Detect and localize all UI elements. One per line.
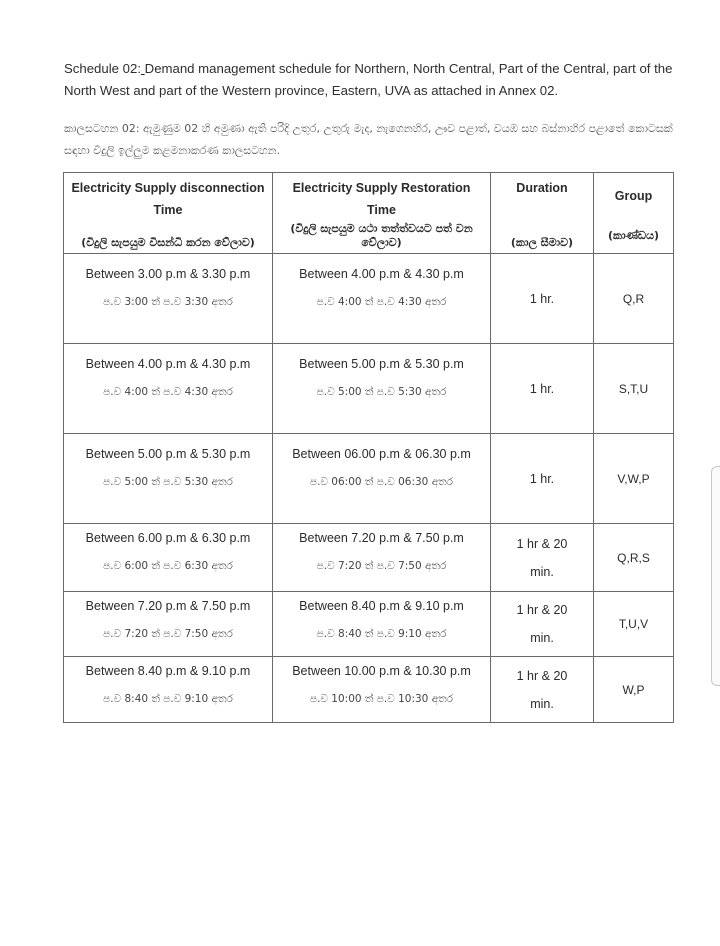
group-value: Q,R,S bbox=[617, 550, 650, 565]
header-restoration-si: (විදුලි සැපයුම යථා තත්ත්වයට පත් වන වේලාව) bbox=[290, 222, 473, 249]
restoration-time-cell bbox=[273, 592, 491, 657]
table-row bbox=[64, 592, 674, 657]
header-group-si: (කාණ්ඩය) bbox=[607, 228, 660, 242]
table-row bbox=[64, 254, 674, 344]
duration-value-line1: 1 hr & 20 bbox=[516, 536, 568, 551]
disconnection-time-cell bbox=[64, 524, 273, 592]
disconnection-time-cell bbox=[64, 344, 273, 434]
restoration-time-si: ප.ව 8:40 ත් ප.ව 9:10 අතර bbox=[316, 628, 447, 640]
duration-cell bbox=[491, 254, 594, 344]
table-row bbox=[64, 344, 674, 434]
header-group bbox=[594, 173, 674, 254]
duration-cell bbox=[491, 592, 594, 657]
disconnection-time-en: Between 3.00 p.m & 3.30 p.m bbox=[85, 267, 251, 281]
disconnection-time-en: Between 5.00 p.m & 5.30 p.m bbox=[85, 447, 251, 461]
disconnection-time-en: Between 6.00 p.m & 6.30 p.m bbox=[85, 531, 251, 545]
disconnection-time-si: ප.ව 5:00 ත් ප.ව 5:30 අතර bbox=[103, 476, 233, 488]
restoration-time-si: ප.ව 10:00 ත් ප.ව 10:30 අතර bbox=[309, 693, 454, 705]
disconnection-time-si: ප.ව 3:00 ත් ප.ව 3:30 අතර bbox=[103, 296, 233, 308]
disconnection-time-si: ප.ව 4:00 ත් ප.ව 4:30 අතර bbox=[103, 386, 233, 398]
duration-value-line2: min. bbox=[530, 631, 554, 645]
group-value: T,U,V bbox=[618, 617, 649, 631]
header-disconnection-en: Electricity Supply disconnection Time bbox=[71, 181, 265, 217]
restoration-time-en: Between 06.00 p.m & 06.30 p.m bbox=[292, 447, 471, 461]
schedule-description: Demand management schedule for Northern, North Central, Part of the Central, part of the North West and part of the Western province, Eastern, UVA as attached in Annex 02. bbox=[64, 61, 673, 98]
side-scroll-handle[interactable] bbox=[711, 466, 720, 686]
disconnection-time-cell bbox=[64, 434, 273, 524]
header-disconnection-si: (විදුලි සැපයුම විසන්ධි කරන වේලාව) bbox=[81, 236, 255, 249]
disconnection-time-cell bbox=[64, 254, 273, 344]
table-row bbox=[64, 524, 674, 592]
group-cell bbox=[594, 524, 674, 592]
duration-value: 1 hr. bbox=[529, 381, 555, 396]
header-duration bbox=[491, 173, 594, 254]
restoration-time-en: Between 4.00 p.m & 4.30 p.m bbox=[299, 267, 464, 281]
restoration-time-cell bbox=[273, 524, 491, 592]
table-row bbox=[64, 657, 674, 723]
group-value: W,P bbox=[622, 682, 645, 697]
group-cell bbox=[594, 434, 674, 524]
table-row bbox=[64, 434, 674, 524]
restoration-time-en: Between 7.20 p.m & 7.50 p.m bbox=[299, 531, 464, 545]
restoration-time-en: Between 5.00 p.m & 5.30 p.m bbox=[299, 357, 464, 371]
duration-cell bbox=[491, 434, 594, 524]
restoration-time-en: Between 10.00 p.m & 10.30 p.m bbox=[292, 664, 471, 678]
disconnection-time-en: Between 4.00 p.m & 4.30 p.m bbox=[85, 357, 251, 371]
duration-value-line2: min. bbox=[530, 564, 554, 579]
duration-cell bbox=[491, 657, 594, 723]
group-value: Q,R bbox=[622, 291, 645, 306]
duration-value-line1: 1 hr & 20 bbox=[516, 603, 568, 617]
group-cell bbox=[594, 592, 674, 657]
header-restoration-time bbox=[273, 173, 491, 254]
duration-value: 1 hr. bbox=[529, 471, 555, 486]
header-restoration-en: Electricity Supply Restoration Time bbox=[292, 181, 471, 217]
header-disconnection-time bbox=[64, 173, 273, 254]
group-value: S,T,U bbox=[618, 381, 649, 396]
restoration-time-en: Between 8.40 p.m & 9.10 p.m bbox=[299, 599, 464, 613]
restoration-time-cell bbox=[273, 344, 491, 434]
group-cell bbox=[594, 254, 674, 344]
restoration-time-cell bbox=[273, 434, 491, 524]
schedule-table bbox=[63, 172, 674, 723]
disconnection-time-si: ප.ව 6:00 ත් ප.ව 6:30 අතර bbox=[103, 560, 233, 572]
schedule-label: Schedule 02: bbox=[64, 61, 141, 76]
restoration-time-cell bbox=[273, 657, 491, 723]
restoration-time-cell bbox=[273, 254, 491, 344]
group-value: V,W,P bbox=[617, 471, 650, 486]
duration-value: 1 hr. bbox=[529, 291, 555, 306]
group-cell bbox=[594, 657, 674, 723]
duration-value-line1: 1 hr & 20 bbox=[516, 668, 568, 683]
intro-english-paragraph bbox=[64, 58, 674, 102]
header-duration-si: (කාල සීමාව) bbox=[510, 236, 574, 249]
disconnection-time-cell bbox=[64, 592, 273, 657]
intro-sinhala-paragraph: කාලසටහන 02: ඇමුණුම 02 හි අමුණා ඇති පරිදි උතුර, උතුරු මැද, නැගෙනහිර, ඌව පළාත්, වයඹ සහ බස්නාහිර පළාතේ කොටසක් සඳහා විදුලි ඉල්ලුම කළමනාකරණ කාලසටහන. bbox=[64, 122, 673, 157]
restoration-time-si: ප.ව 4:00 ත් ප.ව 4:30 අතර bbox=[316, 296, 447, 308]
disconnection-time-en: Between 7.20 p.m & 7.50 p.m bbox=[85, 599, 251, 613]
group-cell bbox=[594, 344, 674, 434]
disconnection-time-si: ප.ව 8:40 ත් ප.ව 9:10 අතර bbox=[103, 693, 233, 705]
header-duration-en: Duration bbox=[516, 181, 568, 195]
disconnection-time-si: ප.ව 7:20 ත් ප.ව 7:50 අතර bbox=[103, 628, 233, 640]
duration-value-line2: min. bbox=[530, 696, 554, 711]
restoration-time-si: ප.ව 5:00 ත් ප.ව 5:30 අතර bbox=[316, 386, 447, 398]
header-group-en: Group bbox=[614, 188, 653, 203]
disconnection-time-en: Between 8.40 p.m & 9.10 p.m bbox=[85, 664, 251, 678]
disconnection-time-cell bbox=[64, 657, 273, 723]
table-header-row bbox=[64, 173, 674, 254]
restoration-time-si: ප.ව 7:20 ත් ප.ව 7:50 අතර bbox=[316, 560, 447, 572]
duration-cell bbox=[491, 344, 594, 434]
restoration-time-si: ප.ව 06:00 ත් ප.ව 06:30 අතර bbox=[309, 476, 454, 488]
duration-cell bbox=[491, 524, 594, 592]
